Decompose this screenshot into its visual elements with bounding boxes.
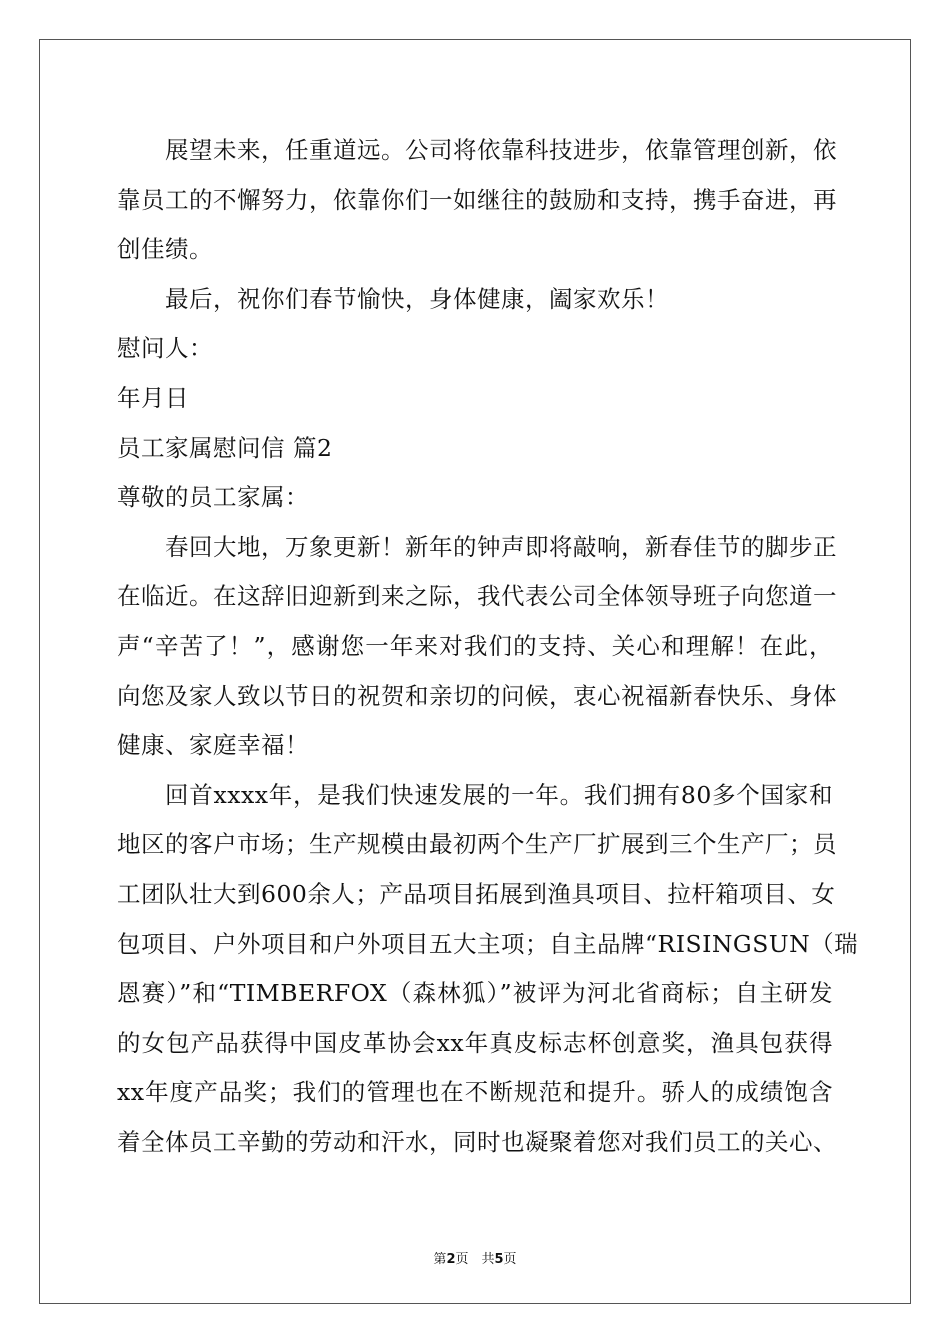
paragraph-line: 回首xxxx年，是我们快速发展的一年。我们拥有80多个国家和 <box>165 780 833 809</box>
salutation: 尊敬的员工家属： <box>117 483 309 512</box>
paragraph-line: 创佳绩。 <box>117 235 213 264</box>
paragraph-line: 包项目、户外项目和户外项目五大主项；自主品牌“RISINGSUN（瑞 <box>117 929 859 958</box>
paragraph-line: 春回大地，万象更新！新年的钟声即将敲响，新春佳节的脚步正 <box>165 532 837 561</box>
page-total: 5 <box>494 1252 504 1267</box>
page-label-prefix: 第 <box>433 1252 447 1267</box>
page-number: 2 <box>446 1252 456 1267</box>
paragraph-line: 恩赛）”和“TIMBERFOX（森林狐）”被评为河北省商标；自主研发 <box>117 979 833 1008</box>
paragraph-line: 着全体员工辛勤的劳动和汗水，同时也凝聚着您对我们员工的关心、 <box>117 1127 837 1156</box>
section-title: 员工家属慰问信 篇2 <box>117 433 333 462</box>
page-label-mid: 页 共 <box>455 1252 495 1267</box>
paragraph-line: 展望未来，任重道远。公司将依靠科技进步，依靠管理创新，依 <box>165 136 837 164</box>
date-line: 年月日 <box>117 383 189 412</box>
paragraph-line: xx年度产品奖；我们的管理也在不断规范和提升。骄人的成绩饱含 <box>117 1078 833 1107</box>
paragraph-line: 靠员工的不懈努力，依靠你们一如继往的鼓励和支持，携手奋进，再 <box>117 185 837 214</box>
paragraph-line: 工团队壮大到600余人；产品项目拓展到渔具项目、拉杆箱项目、女 <box>117 879 836 908</box>
paragraph-line: 的女包产品获得中国皮革协会xx年真皮标志杯创意奖，渔具包获得 <box>117 1028 833 1057</box>
paragraph-line: 地区的客户市场；生产规模由最初两个生产厂扩展到三个生产厂；员 <box>117 830 837 859</box>
page-footer <box>0 1248 950 1267</box>
paragraph-line: 在临近。在这辞旧迎新到来之际，我代表公司全体领导班子向您道一 <box>117 582 837 611</box>
closing-line: 最后，祝你们春节愉快，身体健康，阖家欢乐！ <box>165 284 669 313</box>
paragraph-line: 健康、家庭幸福！ <box>117 731 309 760</box>
page-label-suffix: 页 <box>503 1252 517 1267</box>
document-body <box>117 126 859 1167</box>
paragraph-line: 声“辛苦了！”，感谢您一年来对我们的支持、关心和理解！在此， <box>117 631 833 660</box>
paragraph-line: 向您及家人致以节日的祝贺和亲切的问候，衷心祝福新春快乐、身体 <box>117 681 837 710</box>
signer-line: 慰问人： <box>117 334 213 363</box>
